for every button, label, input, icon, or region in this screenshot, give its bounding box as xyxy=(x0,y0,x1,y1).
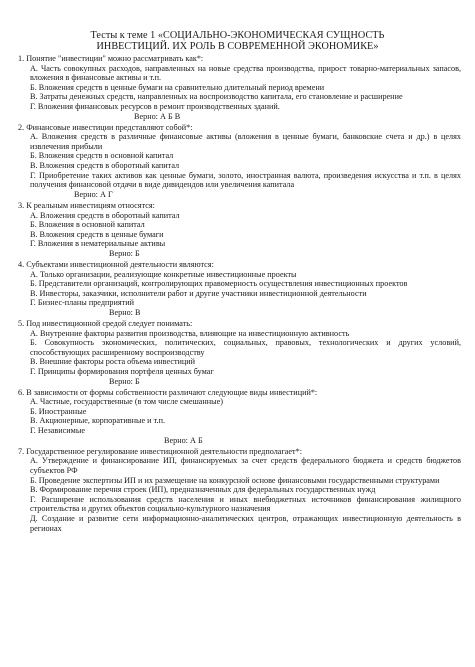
answer-option: А. Внутренние факторы развития производства, влияющие на инвестиционную активность xyxy=(30,328,350,338)
question-list xyxy=(0,54,475,533)
correct-answer: Верно: Б xyxy=(109,376,140,386)
answer-option: В. Акционерные, корпоративные и т.п. xyxy=(30,416,166,426)
title-line-1: Тесты к теме 1 «СОЦИАЛЬНО-ЭКОНОМИЧЕСКАЯ СУЩНОСТЬ xyxy=(90,30,385,41)
answer-option: Б. Вложения средств в основной капитал xyxy=(30,151,174,161)
answer-option: Д. Создание и развитие сети информационно-аналитических центров, отражающих инвестиционную деятельность в регионах xyxy=(30,513,461,533)
title-line-2: ИНВЕСТИЦИЙ. ИХ РОЛЬ В СОВРЕМЕННОЙ ЭКОНОМИКЕ» xyxy=(96,41,379,52)
answer-option: Г. Расширение использования средств населения и иных внебюджетных источников финансирования жилищного строительства и других объектов социально-культурного назначения xyxy=(30,494,461,514)
question-block xyxy=(0,123,475,200)
answer-option: Б. Иностранные xyxy=(30,406,87,416)
answer-option: В. Инвесторы, заказчики, исполнители работ и другие участники инвестиционной деятельности xyxy=(30,288,367,298)
answer-option: Б. Совокупность экономических, политических, социальных, правовых, технологических и других условий, способствующих расширенному воспроизводству xyxy=(30,338,461,357)
question-text: 1. Понятие "инвестиции" можно рассматривать как*: xyxy=(18,54,204,63)
correct-answer: Верно: А Г xyxy=(74,189,113,199)
answer-option: А. Частные, государственные (в том числе смешанные) xyxy=(30,397,224,407)
answer-option: А. Только организации, реализующие конкретные инвестиционные проекты xyxy=(30,269,297,279)
document-title xyxy=(0,30,475,52)
question-block xyxy=(0,388,475,446)
answer-option: Б. Проведение экспертизы ИП и их размещение на конкурсной основе финансовыми государственными структурами xyxy=(30,475,440,485)
answer-option: Г. Вложения финансовых ресурсов в ремонт производственных зданий. xyxy=(30,101,280,111)
question-block xyxy=(0,201,475,259)
question-text: 3. К реальным инвестициям относятся: xyxy=(18,200,155,210)
question-block xyxy=(0,319,475,386)
question-block xyxy=(0,260,475,318)
answer-option: Г. Бизнес-планы предприятий xyxy=(30,298,134,308)
answer-option: Г. Независимые xyxy=(30,426,85,436)
answer-option: Г. Вложения в нематериальные активы xyxy=(30,239,166,249)
correct-answer: Верно: Б xyxy=(109,248,140,258)
answer-option: В. Вложения средств в оборотный капитал xyxy=(30,161,180,171)
correct-answer: Верно: А Б В xyxy=(134,111,181,121)
answer-option: В. Затраты денежных средств, направленных на воспроизводство капитала, его становление и расширение xyxy=(30,92,403,102)
question-block xyxy=(0,447,475,533)
answer-option: А. Вложения средств в оборотный капитал xyxy=(30,210,180,220)
answer-option: Г. Принципы формирования портфеля ценных бумаг xyxy=(30,367,214,376)
question-text: 2. Финансовые инвестиции представляют собой*: xyxy=(18,122,193,132)
answer-option: А. Утверждение и финансирование ИП, финансируемых за счет средств федерального бюджета и средств бюджетов субъектов РФ xyxy=(30,456,461,475)
question-text: 5. Под инвестиционной средой следует понимать: xyxy=(18,319,193,329)
answer-option: В. Вложения средств в ценные бумаги xyxy=(30,229,164,239)
answer-option: В. Формирование перечня строек (ИП), предназначенных для федеральных государственных нужд xyxy=(30,485,376,495)
answer-option: Б. Вложения в основной капитал xyxy=(30,220,145,230)
answer-option: В. Внешние факторы роста объема инвестиций xyxy=(30,357,196,367)
answer-option: Г. Приобретение таких активов как ценные бумаги, золото, иностранная валюта, произведения искусства и т.п. в целях получения финансовой отдачи в виде дивидендов или увеличения капитала xyxy=(30,170,461,190)
correct-answer: Верно: А Б xyxy=(164,435,203,445)
question-text: 4. Субъектами инвестиционной деятельности являются: xyxy=(18,259,214,269)
question-block xyxy=(0,54,475,121)
answer-option: А. Часть совокупных расходов, направленных на новые средства производства, прирост товарно-материальных запасов, вложения в финансовые активы и т.п. xyxy=(30,63,461,83)
question-text: 6. В зависимости от формы собственности различают следующие виды инвестиций*: xyxy=(18,387,318,397)
question-text: 7. Государственное регулирование инвестиционной деятельности предполагает*: xyxy=(18,446,303,456)
correct-answer: Верно: В xyxy=(109,307,141,317)
answer-option: Б. Представители организаций, контролирующих правомерность осуществления инвестиционных проектов xyxy=(30,279,408,289)
answer-option: Б. Вложения средств в ценные бумаги на сравнительно длительный период времени xyxy=(30,82,325,92)
answer-option: А. Вложения средств в различные финансовые активы (вложения в ценные бумаги, банковские счета и др.) в целях извлечения прибыли xyxy=(30,132,461,151)
